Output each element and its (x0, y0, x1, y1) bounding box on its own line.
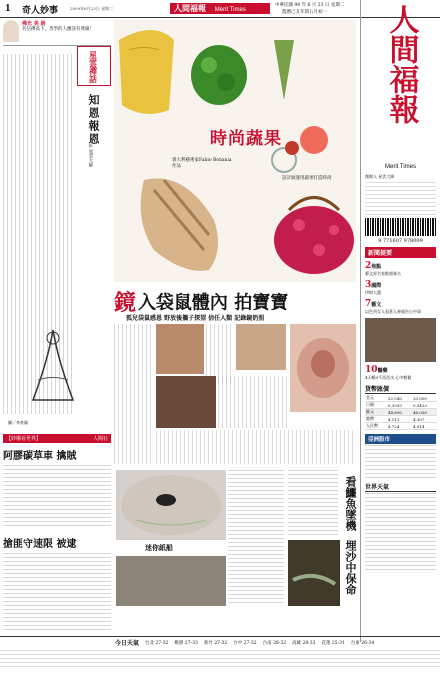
news-item-1-text: 藝文界名家點閱簽名 (365, 271, 401, 276)
sidebar-logo (365, 4, 436, 164)
article-author: ◎星雲大師 (88, 144, 93, 167)
footer-info (0, 650, 440, 670)
stock-table (365, 445, 436, 479)
fx-cur: 人民幣 (365, 423, 387, 430)
kangaroo-article-text-4 (156, 430, 356, 464)
buddhist-tag-box (3, 20, 111, 42)
kangaroo-photo-2 (236, 324, 286, 370)
feature-title: 時尚蔬果 (210, 129, 282, 149)
table-row (365, 402, 437, 409)
fx-sell: 33.000 (412, 395, 437, 402)
monk-avatar-icon (3, 20, 19, 42)
p10-num: 10 (365, 365, 378, 375)
fx-buy: 32.540 (387, 395, 412, 402)
news-item-3-num: 7 (365, 299, 372, 309)
paper-boat-caption: 迷你紙船 (145, 543, 173, 552)
barcode-number: 9 771607 978009 (378, 238, 423, 244)
p10-text: 4天暢9千西西水 心中輕鬆 (365, 375, 412, 380)
wonder-banner (3, 434, 111, 443)
kangaroo-article-text-2 (206, 324, 234, 384)
world-weather-table (365, 493, 436, 573)
fx-buy: 4.111 (387, 416, 412, 423)
news-item-3-title: 藝文 (371, 302, 382, 308)
date-line: 2009年6月23日 星期二 (70, 6, 114, 11)
news-item-1 (365, 261, 436, 277)
kangaroo-photo-1 (156, 324, 204, 374)
news-box-title: 新聞提要 (365, 247, 436, 258)
publisher-info: 創辦人 星雲大師 (365, 174, 395, 179)
p10-title: 醫藥 (377, 368, 388, 374)
right-sidebar (360, 0, 440, 642)
illustrator-credit: 圖／李豪穎 (8, 420, 28, 425)
star-tag: 星雲禪話 (88, 51, 99, 83)
merit-times-label: Merit Times (214, 7, 246, 13)
fx-sell: 46.050 (412, 409, 437, 416)
world-weather-title: 世界天氣 (365, 482, 436, 492)
paper-boat-finger-photo (116, 556, 226, 606)
weather-city: 台東 26-34 (350, 640, 375, 646)
news-item-2 (365, 280, 436, 296)
lower-left-block (3, 434, 111, 634)
fx-cur: 歐元 (365, 409, 387, 416)
publisher-details (365, 182, 436, 216)
fx-sell: 4.914 (412, 423, 437, 430)
feature-caption-left: 義大利藝術家Fabio Bonania 作品 (172, 158, 232, 169)
kangaroo-article-text (114, 324, 152, 464)
weather-city: 台南 28-32 (262, 640, 287, 646)
fx-cur: 日圓 (365, 402, 387, 409)
weather-label: 今日天氣 (115, 640, 140, 647)
fx-title: 貨幣匯價 (365, 384, 436, 394)
story-2-body (3, 553, 111, 633)
weather-city: 台北 27-32 (145, 640, 169, 646)
croc-headline-1: 看鱷魚墜機 (344, 476, 357, 531)
news-item-1-title: 焦點 (371, 264, 382, 270)
story-1-headline: 阿膠碳草車 擒賊 (3, 451, 77, 462)
fx-sell: 4.307 (412, 416, 437, 423)
page-number: 1 (5, 2, 11, 14)
fx-buy: 44.890 (387, 409, 412, 416)
fx-table (365, 395, 437, 430)
fx-sell: 0.3433 (412, 402, 437, 409)
main-headline (114, 286, 356, 316)
header-date-right: 中華民國 98 年 6 月 23 日 星期二 (275, 3, 345, 8)
wonder-banner-title: 【妙哪看世界】 (6, 436, 42, 442)
paper-boat-photo (116, 470, 226, 540)
ink-illustration (23, 320, 83, 410)
news-item-1-num: 2 (365, 261, 372, 271)
kangaroo-article-text-3 (218, 376, 288, 428)
masthead-logo: 人間福報 (174, 3, 206, 13)
croc-photo (288, 540, 340, 606)
fx-cur: 港幣 (365, 416, 387, 423)
footer-weather-bar (0, 636, 440, 648)
headline-big-char: 鏡 (114, 290, 137, 316)
table-row (365, 409, 437, 416)
table-row (365, 423, 437, 430)
fx-buy: 0.3393 (387, 402, 412, 409)
news-item-3 (365, 299, 436, 315)
news-item-2-title: 國際 (371, 283, 382, 289)
masthead-strip (170, 3, 270, 14)
news-item-3-text: 以色列女人看著人神報告心中事 (365, 309, 421, 314)
kangaroo-photo-4 (156, 376, 216, 428)
weather-city: 花蓮 25-31 (321, 640, 345, 646)
weather-city: 桃園 27-33 (174, 640, 198, 646)
paper-boat-text (228, 470, 284, 606)
feature-photo (114, 20, 356, 282)
table-row (365, 416, 437, 423)
news-item-2-text: 伊朗大選 (365, 290, 381, 295)
header-lunar-date: 農曆己丑年閏五月初一 (282, 10, 327, 15)
fx-cur: 美元 (365, 395, 387, 402)
feature-caption-right: 設計師運用蔬果打造時尚 (282, 176, 332, 181)
sidebar-photo (365, 318, 436, 362)
top-tag: 佛光 美 語 (22, 21, 46, 27)
stock-title: 亞洲股市 (365, 434, 436, 444)
fx-buy: 4.724 (387, 423, 412, 430)
story-2-headline: 搶匪守速限 被逮 (3, 539, 77, 550)
headline-subhead: 孤兒袋鼠感恩 野放後攜子探望 信任人類 記錄鏡奶照 (126, 315, 265, 322)
article-title: 知恩報恩 (87, 94, 100, 146)
news-item-2-num: 3 (365, 280, 372, 290)
sidebar-logo-text: 人間福報 (383, 4, 419, 124)
story-1-body (3, 465, 111, 529)
star-zen-box (77, 46, 111, 86)
left-column (3, 20, 111, 430)
kangaroo-photo-3 (290, 324, 356, 412)
croc-article-text (288, 470, 338, 536)
sidebar-logo-en: Merit Times (384, 164, 416, 170)
croc-headline-2: 埋沙中保命 (344, 540, 357, 595)
headline-text: 入袋鼠體內 拍寶寶 (137, 292, 289, 314)
p10-item (365, 365, 436, 381)
top-caption: 名信佛高下，善學的人應該有尊嚴！ (22, 27, 94, 32)
weather-city: 新竹 27-32 (203, 640, 228, 646)
section-title: 奇人妙事 (22, 6, 59, 16)
wonder-banner-tag: 人間社 (92, 436, 108, 442)
weather-city: 台中 27-32 (233, 640, 257, 646)
weather-city: 高雄 28-33 (292, 640, 316, 646)
barcode (365, 218, 436, 236)
